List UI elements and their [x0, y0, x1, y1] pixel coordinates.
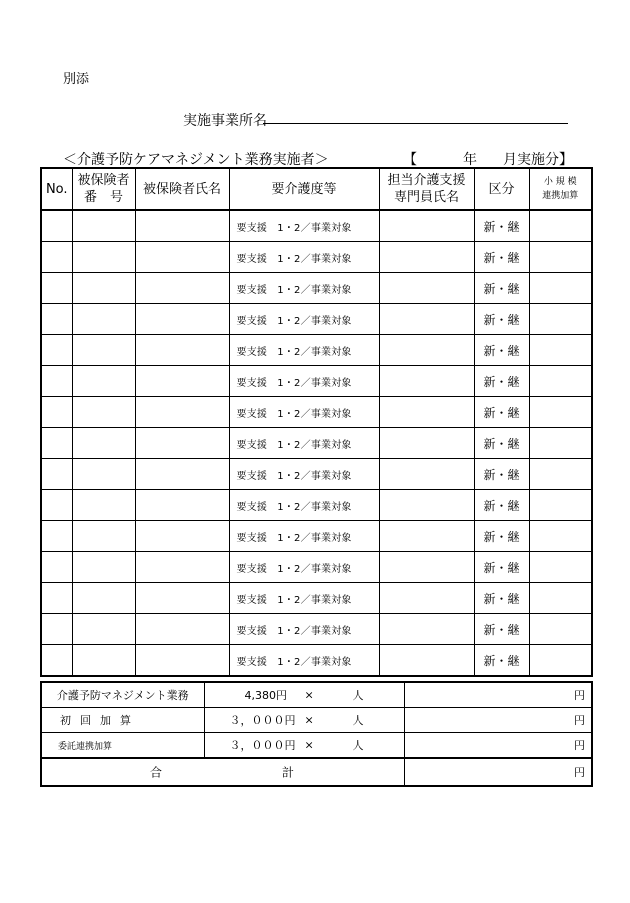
- category-cell[interactable]: 新・継: [474, 428, 529, 459]
- summary-amount[interactable]: 円: [404, 682, 592, 708]
- small-scale-cell[interactable]: [529, 521, 592, 552]
- category-cell[interactable]: 新・継: [474, 614, 529, 645]
- insured-name-cell[interactable]: [135, 583, 229, 614]
- no-cell[interactable]: [41, 397, 72, 428]
- insured-name-cell[interactable]: [135, 645, 229, 677]
- summary-row: [41, 733, 592, 759]
- support-specialist-cell[interactable]: [379, 490, 474, 521]
- col-insured-number: [72, 168, 135, 210]
- total-label-b: 計: [282, 765, 295, 780]
- care-level-cell[interactable]: 要支援 1・2／事業対象: [229, 242, 379, 273]
- support-specialist-cell[interactable]: [379, 521, 474, 552]
- no-cell[interactable]: [41, 273, 72, 304]
- insured-name-cell[interactable]: [135, 552, 229, 583]
- insured-number-cell[interactable]: [72, 459, 135, 490]
- small-scale-cell[interactable]: [529, 304, 592, 335]
- col-insured-name: 被保険者氏名: [135, 168, 229, 210]
- care-level-cell[interactable]: 要支援 1・2／事業対象: [229, 552, 379, 583]
- insured-number-cell[interactable]: [72, 366, 135, 397]
- table-row: [41, 397, 592, 428]
- care-level-cell[interactable]: 要支援 1・2／事業対象: [229, 304, 379, 335]
- category-cell[interactable]: 新・継: [474, 273, 529, 304]
- summary-row: [41, 708, 592, 733]
- care-level-cell[interactable]: 要支援 1・2／事業対象: [229, 428, 379, 459]
- table-row: [41, 210, 592, 242]
- insured-number-cell[interactable]: [72, 242, 135, 273]
- table-row: [41, 366, 592, 397]
- insured-name-cell[interactable]: [135, 273, 229, 304]
- practitioner-table: [40, 167, 593, 677]
- insured-number-cell[interactable]: [72, 304, 135, 335]
- insured-number-cell[interactable]: [72, 521, 135, 552]
- summary-table: [40, 681, 593, 787]
- summary-amount[interactable]: 円: [404, 733, 592, 759]
- category-cell[interactable]: 新・継: [474, 521, 529, 552]
- total-amount[interactable]: 円: [404, 758, 592, 786]
- total-row: [41, 758, 592, 786]
- small-scale-cell[interactable]: [529, 428, 592, 459]
- insured-name-cell[interactable]: [135, 335, 229, 366]
- no-cell[interactable]: [41, 428, 72, 459]
- insured-name-cell[interactable]: [135, 428, 229, 459]
- category-cell[interactable]: 新・継: [474, 366, 529, 397]
- col-no: No.: [41, 168, 72, 210]
- period-year: 年: [463, 152, 477, 168]
- care-level-cell[interactable]: 要支援 1・2／事業対象: [229, 645, 379, 677]
- summary-times-sign: ×: [304, 738, 314, 752]
- attachment-label: 別添: [63, 72, 90, 87]
- insured-number-cell[interactable]: [72, 210, 135, 242]
- support-specialist-cell[interactable]: [379, 614, 474, 645]
- small-scale-cell[interactable]: [529, 552, 592, 583]
- summary-unit: 人: [352, 739, 364, 752]
- summary-item-name: 委託連携加算: [41, 733, 204, 759]
- table-row: [41, 614, 592, 645]
- small-scale-cell[interactable]: [529, 210, 592, 242]
- table-row: [41, 335, 592, 366]
- small-scale-cell[interactable]: [529, 459, 592, 490]
- insured-number-cell[interactable]: [72, 335, 135, 366]
- small-scale-cell[interactable]: [529, 645, 592, 677]
- no-cell[interactable]: [41, 335, 72, 366]
- care-level-cell[interactable]: 要支援 1・2／事業対象: [229, 521, 379, 552]
- summary-amount[interactable]: 円: [404, 708, 592, 733]
- insured-name-cell[interactable]: [135, 366, 229, 397]
- no-cell[interactable]: [41, 521, 72, 552]
- care-level-cell[interactable]: 要支援 1・2／事業対象: [229, 366, 379, 397]
- summary-unit: 人: [352, 689, 364, 702]
- support-specialist-cell[interactable]: [379, 645, 474, 677]
- summary-calc[interactable]: [204, 708, 404, 733]
- category-cell[interactable]: 新・継: [474, 335, 529, 366]
- insured-name-cell[interactable]: [135, 397, 229, 428]
- section-heading: ＜介護予防ケアマネジメント業務実施者＞: [63, 152, 329, 168]
- period-open-bracket: 【: [403, 152, 417, 168]
- summary-times-sign: ×: [304, 713, 314, 727]
- care-level-cell[interactable]: 要支援 1・2／事業対象: [229, 273, 379, 304]
- care-level-cell[interactable]: 要支援 1・2／事業対象: [229, 490, 379, 521]
- insured-number-cell[interactable]: [72, 490, 135, 521]
- care-level-cell[interactable]: 要支援 1・2／事業対象: [229, 583, 379, 614]
- category-cell[interactable]: 新・継: [474, 397, 529, 428]
- insured-name-cell[interactable]: [135, 242, 229, 273]
- table-row: [41, 459, 592, 490]
- care-level-cell[interactable]: 要支援 1・2／事業対象: [229, 335, 379, 366]
- table-row: [41, 273, 592, 304]
- small-scale-cell[interactable]: [529, 614, 592, 645]
- no-cell[interactable]: [41, 614, 72, 645]
- col-small-scale-line2: 連携加算: [542, 191, 579, 201]
- table-row: [41, 645, 592, 677]
- category-cell[interactable]: 新・継: [474, 645, 529, 677]
- insured-number-cell[interactable]: [72, 614, 135, 645]
- summary-item-name: 介護予防マネジメント業務: [41, 682, 204, 708]
- summary-calc[interactable]: [204, 682, 404, 708]
- no-cell[interactable]: [41, 242, 72, 273]
- table-row: [41, 521, 592, 552]
- summary-unit: 人: [352, 714, 364, 727]
- small-scale-cell[interactable]: [529, 242, 592, 273]
- no-cell[interactable]: [41, 583, 72, 614]
- insured-name-cell[interactable]: [135, 210, 229, 242]
- col-support-specialist-line2: 専門員氏名: [393, 190, 459, 205]
- col-care-level: 要介護度等: [229, 168, 379, 210]
- small-scale-cell[interactable]: [529, 583, 592, 614]
- period-month: 月実施分】: [503, 152, 573, 168]
- insured-name-cell[interactable]: [135, 521, 229, 552]
- insured-name-cell[interactable]: [135, 614, 229, 645]
- no-cell[interactable]: [41, 366, 72, 397]
- category-cell[interactable]: 新・継: [474, 490, 529, 521]
- col-support-specialist-line1: 担当介護支援: [387, 173, 466, 188]
- table-row: [41, 242, 592, 273]
- small-scale-cell[interactable]: [529, 397, 592, 428]
- no-cell[interactable]: [41, 459, 72, 490]
- insured-number-cell[interactable]: [72, 645, 135, 677]
- office-name-label: 実施事業所名: [183, 113, 267, 129]
- small-scale-cell[interactable]: [529, 490, 592, 521]
- no-cell[interactable]: [41, 490, 72, 521]
- col-insured-number-line1: 被保険者: [77, 173, 130, 188]
- no-cell[interactable]: [41, 304, 72, 335]
- insured-name-cell[interactable]: [135, 490, 229, 521]
- small-scale-cell[interactable]: [529, 273, 592, 304]
- insured-number-cell[interactable]: [72, 552, 135, 583]
- table-header-row: [41, 168, 592, 210]
- no-cell[interactable]: [41, 645, 72, 677]
- support-specialist-cell[interactable]: [379, 210, 474, 242]
- category-cell[interactable]: 新・継: [474, 242, 529, 273]
- summary-price: ３，０００円: [229, 714, 296, 727]
- support-specialist-cell[interactable]: [379, 366, 474, 397]
- support-specialist-cell[interactable]: [379, 428, 474, 459]
- summary-item-name: 初回加算: [41, 708, 204, 733]
- table-row: [41, 304, 592, 335]
- small-scale-cell[interactable]: [529, 335, 592, 366]
- col-insured-number-line2: 番 号: [83, 190, 123, 205]
- care-level-cell[interactable]: 要支援 1・2／事業対象: [229, 459, 379, 490]
- support-specialist-cell[interactable]: [379, 304, 474, 335]
- care-level-cell[interactable]: 要支援 1・2／事業対象: [229, 210, 379, 242]
- category-cell[interactable]: 新・継: [474, 552, 529, 583]
- table-row: [41, 490, 592, 521]
- insured-number-cell[interactable]: [72, 428, 135, 459]
- support-specialist-cell[interactable]: [379, 397, 474, 428]
- category-cell[interactable]: 新・継: [474, 304, 529, 335]
- no-cell[interactable]: [41, 552, 72, 583]
- summary-price: 4,380円: [244, 689, 287, 702]
- care-level-cell[interactable]: 要支援 1・2／事業対象: [229, 397, 379, 428]
- insured-number-cell[interactable]: [72, 273, 135, 304]
- summary-times-sign: ×: [304, 688, 314, 702]
- insured-name-cell[interactable]: [135, 459, 229, 490]
- table-row: [41, 552, 592, 583]
- category-cell[interactable]: 新・継: [474, 210, 529, 242]
- category-cell[interactable]: 新・継: [474, 459, 529, 490]
- care-level-cell[interactable]: 要支援 1・2／事業対象: [229, 614, 379, 645]
- total-label: [41, 758, 404, 786]
- support-specialist-cell[interactable]: [379, 242, 474, 273]
- support-specialist-cell[interactable]: [379, 459, 474, 490]
- office-name-field[interactable]: [263, 123, 568, 124]
- summary-calc[interactable]: [204, 733, 404, 759]
- total-label-a: 合: [150, 765, 163, 780]
- insured-number-cell[interactable]: [72, 583, 135, 614]
- col-small-scale-line1: 小 規 模: [543, 177, 577, 187]
- no-cell[interactable]: [41, 210, 72, 242]
- support-specialist-cell[interactable]: [379, 583, 474, 614]
- support-specialist-cell[interactable]: [379, 552, 474, 583]
- summary-price: ３，０００円: [229, 739, 296, 752]
- insured-number-cell[interactable]: [72, 397, 135, 428]
- col-category: 区分: [474, 168, 529, 210]
- table-row: [41, 428, 592, 459]
- col-support-specialist: [379, 168, 474, 210]
- col-small-scale-addition: [529, 168, 592, 210]
- table-row: [41, 583, 592, 614]
- small-scale-cell[interactable]: [529, 366, 592, 397]
- insured-name-cell[interactable]: [135, 304, 229, 335]
- category-cell[interactable]: 新・継: [474, 583, 529, 614]
- support-specialist-cell[interactable]: [379, 335, 474, 366]
- support-specialist-cell[interactable]: [379, 273, 474, 304]
- summary-row: [41, 682, 592, 708]
